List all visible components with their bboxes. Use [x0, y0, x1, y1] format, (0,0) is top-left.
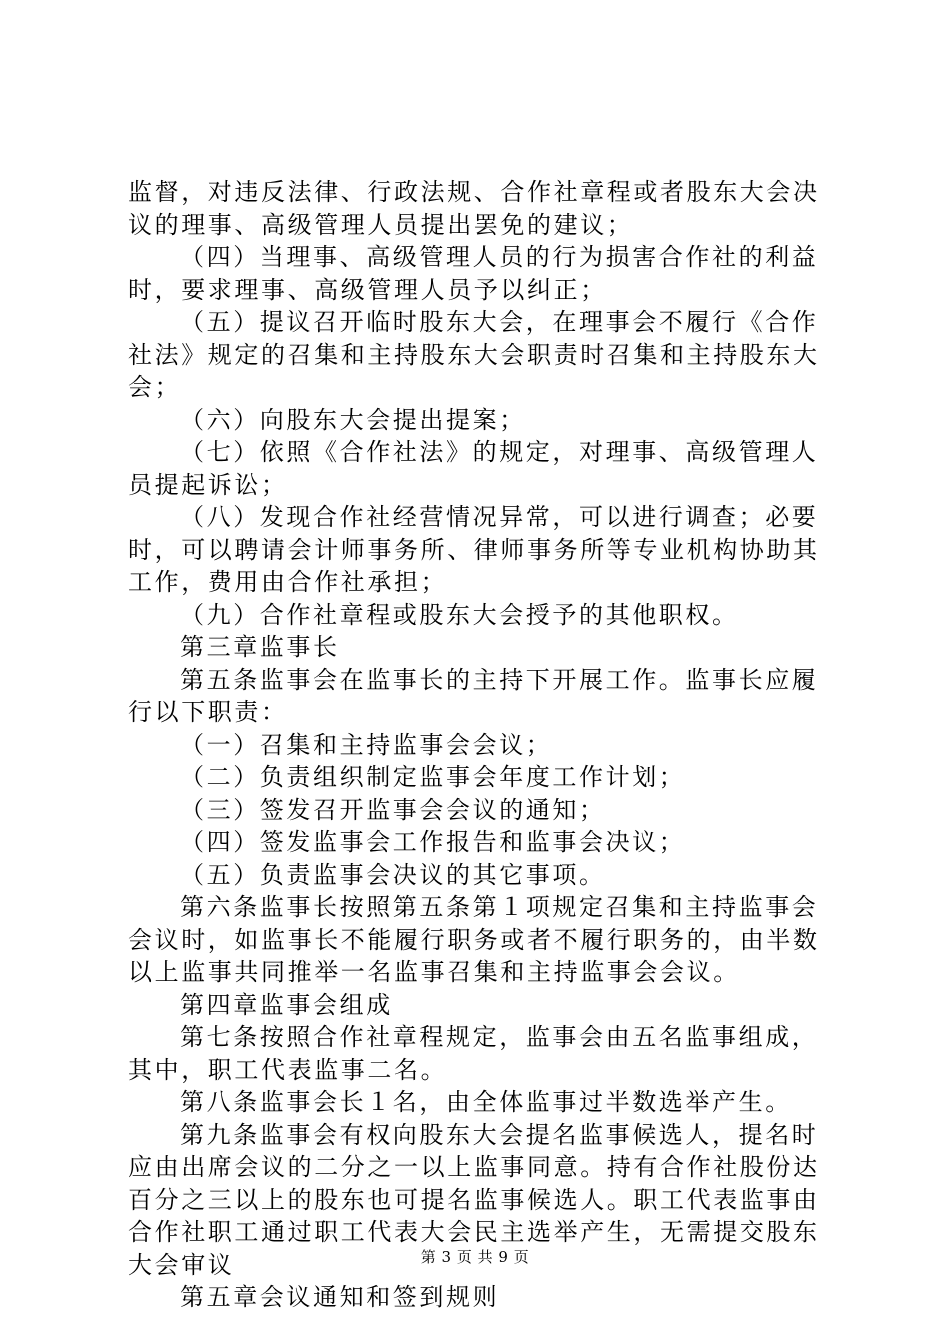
paragraph: （四）签发监事会工作报告和监事会决议； — [180, 828, 686, 856]
paragraph: 监督，对违反法律、行政法规、合作社章程或者股东大会决议的理事、高级管理人员提出罢免的建议； — [128, 178, 820, 239]
paragraph: （一）召集和主持监事会会议； — [180, 730, 553, 759]
paragraph: 第九条监事会有权向股东大会提名监事候选人，提名时应由出席会议的二分之一以上监事同意。持有合作社股份达百分之三以上的股东也可提名监事候选人。职工代表监事由合作社职工通过职工代表大会民主选举产生，无需提交股东大会审议 — [128, 1120, 820, 1279]
document-body — [128, 176, 834, 1314]
paragraph: （二）负责组织制定监事会年度工作计划； — [180, 763, 686, 791]
paragraph: 第五章会议通知和签到规则 — [180, 1283, 500, 1311]
page-footer — [0, 1246, 950, 1267]
paragraph: （五）负责监事会决议的其它事项。 — [180, 860, 606, 889]
paragraph: （四）当理事、高级管理人员的行为损害合作社的利益时，要求理事、高级管理人员予以纠正； — [128, 243, 819, 304]
paragraph: 第三章监事长 — [180, 633, 340, 661]
paragraph: （三）签发召开监事会会议的通知； — [180, 795, 606, 824]
paragraph: （八）发现合作社经营情况异常，可以进行调查；必要时，可以聘请会计师事务所、律师事务所等专业机构协助其工作，费用由合作社承担； — [128, 503, 820, 596]
paragraph: （九）合作社章程或股东大会授予的其他职权。 — [180, 600, 739, 629]
paragraph: （七）依照《合作社法》的规定，对理事、高级管理人员提起诉讼； — [128, 438, 819, 499]
paragraph: 第六条监事长按照第五条第１项规定召集和主持监事会会议时，如监事长不能履行职务或者不履行职务的，由半数以上监事共同推举一名监事召集和主持监事会会议。 — [128, 893, 820, 986]
paragraph: 第七条按照合作社章程规定，监事会由五名监事组成，其中，职工代表监事二名。 — [128, 1023, 819, 1084]
paragraph: 第五条监事会在监事长的主持下开展工作。监事长应履行以下职责： — [128, 665, 819, 726]
paragraph: （六）向股东大会提出提案； — [180, 405, 526, 434]
paragraph: 第四章监事会组成 — [180, 990, 393, 1019]
paragraph: （五）提议召开临时股东大会，在理事会不履行《合作社法》规定的召集和主持股东大会职责时召集和主持股东大会； — [128, 308, 820, 401]
page-number-label: 第 3 页 共 9 页 — [420, 1248, 530, 1266]
paragraph: 第八条监事会长１名，由全体监事过半数选举产生。 — [180, 1088, 792, 1116]
